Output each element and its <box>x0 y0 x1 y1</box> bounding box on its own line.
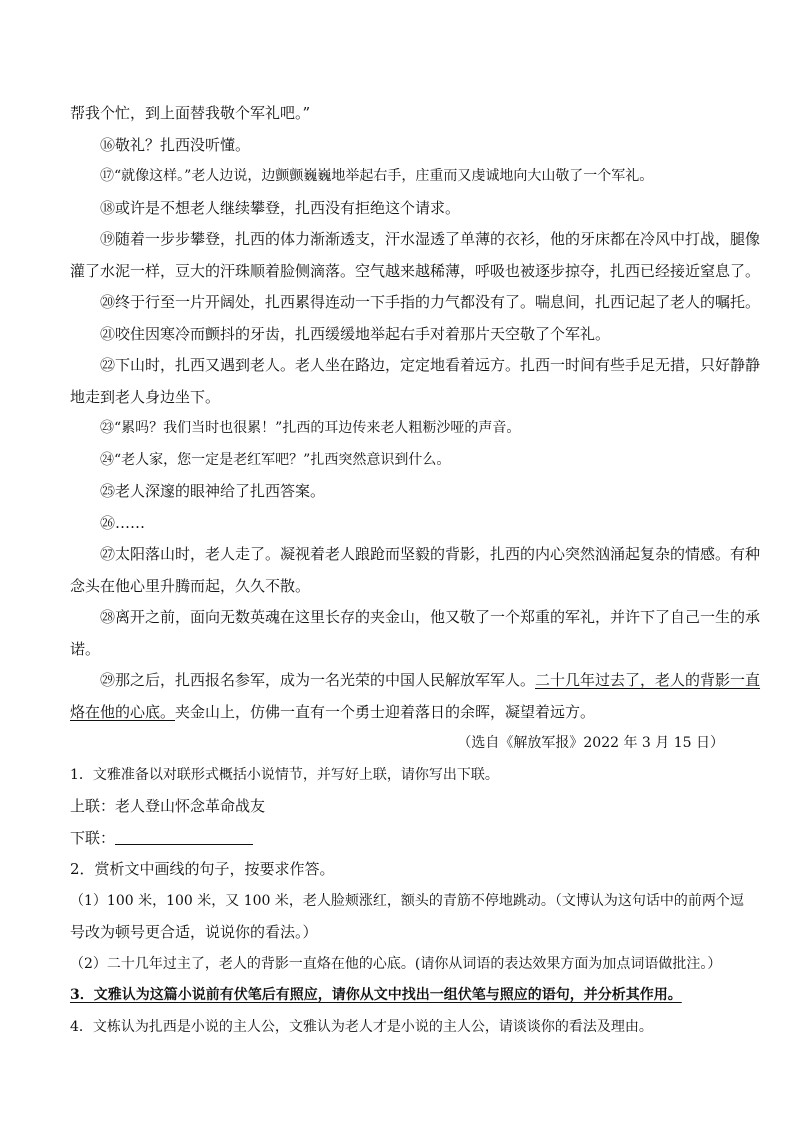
paragraph-25: ㉕老人深邃的眼神给了扎西答案。 <box>100 482 326 500</box>
question-2: 2．赏析文中画线的句子，按要求作答。 <box>70 860 335 878</box>
paragraph-22-line-2: 地走到老人身边坐下。 <box>70 387 221 406</box>
question-1-lower-couplet <box>70 823 724 855</box>
paragraph-21: ㉑咬住因寒冷而颤抖的牙齿，扎西缓缓地举起右手对着那片天空敬了个军礼。 <box>100 324 611 343</box>
paragraph-22-line-1: ㉒下山时，扎西又遇到老人。老人坐在路边，定定地看着远方。扎西一时间有些手足无措，只好静静 <box>100 356 761 374</box>
underlined-sentence: 二十几年过去了，老人的背影一直 <box>535 671 761 689</box>
paragraph-16: ⑯敬礼？扎西没听懂。 <box>100 135 251 154</box>
paragraph-28-line-2: 诺。 <box>70 639 101 658</box>
paragraph-29-line-2 <box>70 697 724 729</box>
lower-couplet-label: 下联： <box>70 828 116 847</box>
paragraph-24: ㉔“老人家，您一定是老红军吧？”扎西突然意识到什么。 <box>100 451 451 468</box>
paragraph-23: ㉓“累吗？我们当时也很累！”扎西的耳边传来老人粗粝沙哑的声音。 <box>100 420 521 436</box>
paragraph-17: ⑰“就像这样。”老人边说，边颤颤巍巍地举起右手，庄重而又虔诚地向大山敬了一个军礼。 <box>100 168 654 184</box>
paragraph-29-text-end: 夹金山上，仿佛一直有一个勇士迎着落日的余晖，凝望着远方。 <box>175 702 596 721</box>
paragraph-28-line-1: ㉘离开之前，面向无数英魂在这里长存的夹金山，他又敬了一个郑重的军礼，并许下了自己一生的承 <box>100 608 761 626</box>
question-1-upper-couplet: 上联：老人登山怀念革命战友 <box>70 797 266 815</box>
paragraph-27-line-1: ㉗太阳落山时，老人走了。凝视着老人踉跄而坚毅的背影，扎西的内心突然汹涌起复杂的情感。有种 <box>100 545 761 563</box>
answer-blank <box>115 828 253 845</box>
question-2-1-line-1: （1）100 米，100 米，又 100 米，老人脸颊涨红，额头的青筋不停地跳动。（文博认为这句话中的前两个逗 <box>70 892 744 909</box>
question-2-2: （2）二十几年过主了，老人的背影一直烙在他的心底。(请你从词语的表达效果方面为加点词语做批注。） <box>70 955 722 972</box>
question-2-1-line-2: 号改为顿号更合适，说说你的看法。） <box>70 923 318 941</box>
question-3: 3．文雅认为这篇小说前有伏笔后有照应，请你从文中找出一组伏笔与照应的语句，并分析其作用。 <box>70 987 682 1003</box>
paragraph-18: ⑱或许是不想老人继续攀登，扎西没有拒绝这个请求。 <box>100 198 461 217</box>
paragraph-15-continued: 帮我个忙，到上面替我敬个军礼吧。” <box>70 104 311 122</box>
underlined-sentence-end: 烙在他的心底。 <box>70 702 176 721</box>
paragraph-29-line-1 <box>70 665 761 697</box>
paragraph-29-text: ㉙那之后，扎西报名参军，成为一名光荣的中国人民解放军军人。 <box>100 671 536 689</box>
document-page <box>70 98 761 1043</box>
paragraph-19-line-1: ⑲随着一步步攀登，扎西的体力渐渐透支，汗水湿透了单薄的衣衫，他的牙床都在冷风中打战，腿像 <box>100 230 761 248</box>
paragraph-27-line-2: 念头在他心里升腾而起，久久不散。 <box>70 576 311 595</box>
question-4: 4．文栋认为扎西是小说的主人公，文雅认为老人才是小说的主人公，请谈谈你的看法及理由。 <box>70 1018 653 1035</box>
paragraph-19-line-2: 灌了水泥一样，豆大的汗珠顺着脸侧滴落。空气越来越稀薄，呼吸也被逐步掠夺，扎西已经接近窒息了。 <box>70 261 761 280</box>
question-1: 1．文雅准备以对联形式概括小说情节，并写好上联，请你写出下联。 <box>70 766 499 783</box>
paragraph-26: ㉖…… <box>100 513 146 532</box>
source-citation: （选自《解放军报》2022 年 3 月 15 日） <box>457 735 724 751</box>
paragraph-20: ⑳终于行至一片开阔处，扎西累得连动一下手指的力气都没有了。喘息间，扎西记起了老人的嘱托。 <box>100 293 761 311</box>
